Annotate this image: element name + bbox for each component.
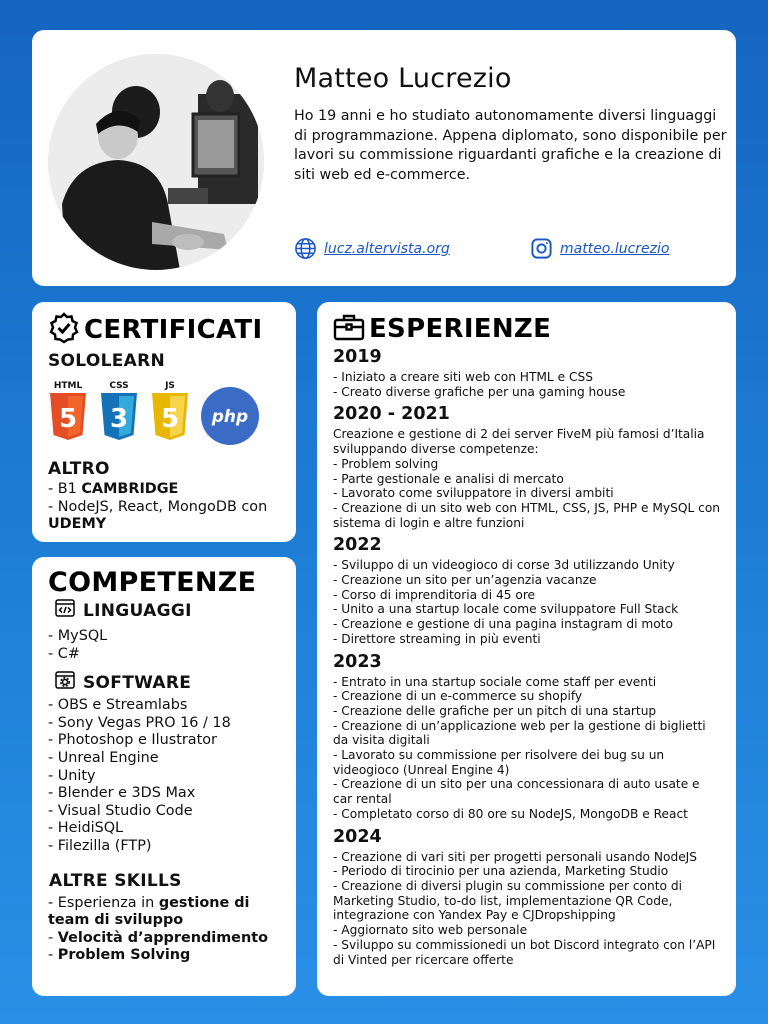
html5-label: HTML bbox=[53, 381, 83, 391]
js-badge bbox=[150, 381, 190, 441]
altro-item bbox=[48, 499, 280, 534]
experience-item: - Corso di imprenditoria di 45 ore bbox=[333, 587, 536, 602]
experience-year: 2023 bbox=[333, 651, 382, 672]
software-label: SOFTWARE bbox=[83, 672, 192, 693]
gear-window-icon bbox=[55, 671, 75, 694]
altre-skills-label: ALTRE SKILLS bbox=[49, 870, 182, 891]
experience-item: - Unito a una startup locale come sviluppatore Full Stack bbox=[333, 602, 679, 617]
css3-badge bbox=[99, 381, 139, 441]
experience-item: - Sviluppo su commissionedi un bot Discord integrato con l’API di Vinted per ricercare offerte bbox=[333, 937, 716, 967]
software-item: - Unreal Engine bbox=[48, 749, 159, 766]
competenze-card bbox=[32, 557, 296, 996]
software-item: - Sony Vegas PRO 16 / 18 bbox=[48, 714, 231, 731]
esperienze-title bbox=[333, 312, 720, 346]
profile-bio: Ho 19 anni e ho studiato autonomamente diversi linguaggi di programmazione. Appena diplomato, sono disponibile per lavori su commissione riguardanti grafiche e la creazione di siti web ed e-commerce. bbox=[294, 108, 727, 183]
experience-item: - Creazione di un e-commerce su shopify bbox=[333, 689, 583, 704]
software-item: - Blender e 3DS Max bbox=[48, 785, 196, 802]
experience-item: - Lavorato come sviluppatore in diversi ambiti bbox=[333, 486, 614, 501]
esperienze-title-text: ESPERIENZE bbox=[369, 314, 552, 344]
altro-prefix: - NodeJS, React, MongoDB con bbox=[48, 498, 268, 515]
experience-item: - Creato diverse grafiche per una gaming house bbox=[333, 384, 626, 399]
profile-name: Matteo Lucrezio bbox=[294, 63, 512, 94]
js-number: 5 bbox=[160, 404, 180, 434]
experience-item: - Problem solving bbox=[333, 456, 439, 471]
experience-item: - Creazione di diversi plugin su commissione per conto di Marketing Studio, to-do list, implementazione QR Code, integrazione con Yandex Pay e CJDropshipping bbox=[333, 878, 682, 923]
skill-item bbox=[48, 895, 280, 930]
linguaggi-label: LINGUAGGI bbox=[83, 600, 192, 621]
experience-item: - Creazione di vari siti per progetti personali usando NodeJS bbox=[333, 849, 698, 864]
experience-item: - Periodo di tirocinio per una azienda, Marketing Studio bbox=[333, 864, 669, 879]
software-item: - Photoshop e Ilustrator bbox=[48, 732, 217, 749]
experience-item: - Creazione e gestione di una pagina instagram di moto bbox=[333, 617, 673, 632]
instagram-icon bbox=[530, 237, 553, 260]
altro-prefix: - B1 bbox=[48, 481, 82, 497]
experience-item: - Creazione di un sito per una concessionara di auto usate e car rental bbox=[333, 777, 700, 807]
competenze-title-text: COMPETENZE bbox=[48, 567, 257, 598]
php-badge bbox=[201, 387, 259, 445]
certificati-card bbox=[32, 302, 296, 542]
altro-label: ALTRO bbox=[48, 459, 110, 479]
css3-number: 3 bbox=[109, 404, 129, 434]
skill-item bbox=[48, 947, 280, 965]
skill-bold: Velocità d’apprendimento bbox=[57, 929, 268, 946]
experience-item: - Completato corso di 80 ore su NodeJS, MongoDB e React bbox=[333, 806, 688, 821]
sololearn-badges bbox=[48, 377, 280, 445]
altro-bold: UDEMY bbox=[48, 516, 107, 533]
software-item: - Visual Studio Code bbox=[48, 802, 193, 819]
experience-item: - Creazione delle grafiche per un pitch di una startup bbox=[333, 703, 657, 718]
esperienze-card bbox=[317, 302, 736, 996]
sololearn-label: SOLOLEARN bbox=[48, 351, 165, 371]
experience-item: - Iniziato a creare siti web con HTML e CSS bbox=[333, 370, 593, 384]
css3-label: CSS bbox=[109, 381, 129, 391]
experience-list bbox=[333, 347, 720, 967]
profile-card bbox=[32, 30, 736, 286]
globe-icon bbox=[294, 237, 317, 260]
experience-item: - Lavorato su commissione per risolvere dei bug su un videogioco (Unreal Engine 4) bbox=[333, 748, 665, 777]
linguaggio-item: - C# bbox=[48, 645, 80, 662]
html5-badge bbox=[48, 381, 88, 441]
skill-prefix: - bbox=[48, 947, 58, 964]
experience-item: - Aggiornato sito web personale bbox=[333, 923, 528, 938]
software-item: - Unity bbox=[48, 767, 96, 784]
experience-item: - Creazione di un sito web con HTML, CSS, JS, PHP e MySQL con sistema di login e altre funzioni bbox=[333, 500, 721, 530]
linguaggi-heading bbox=[55, 599, 280, 622]
skill-prefix: - bbox=[48, 929, 58, 946]
linguaggio-item: - MySQL bbox=[48, 628, 108, 644]
skill-item bbox=[48, 930, 280, 948]
experience-year: 2022 bbox=[333, 535, 382, 556]
experience-year: 2020 - 2021 bbox=[333, 404, 450, 425]
experience-item: - Sviluppo di un videogioco di corse 3d utilizzando Unity bbox=[333, 558, 675, 573]
experience-item: - Direttore streaming in più eventi bbox=[333, 631, 541, 646]
instagram-link[interactable] bbox=[530, 237, 669, 260]
altro-item bbox=[48, 481, 280, 499]
experience-item: - Creazione un sito per un’agenzia vacanze bbox=[333, 573, 597, 588]
website-text[interactable]: lucz.altervista.org bbox=[324, 240, 450, 257]
experience-item: Creazione e gestione di 2 dei server FiveM più famosi d’Italia sviluppando diverse competenze: bbox=[333, 427, 705, 457]
html5-number: 5 bbox=[58, 404, 78, 434]
skill-prefix: - Esperienza in bbox=[48, 894, 159, 911]
altro-bold: CAMBRIDGE bbox=[81, 481, 179, 497]
experience-year: 2024 bbox=[333, 826, 382, 847]
certificati-title bbox=[48, 312, 280, 348]
website-link[interactable] bbox=[294, 237, 450, 260]
instagram-text[interactable]: matteo.lucrezio bbox=[560, 240, 670, 257]
php-text: php bbox=[211, 407, 249, 427]
badge-check-icon bbox=[48, 312, 80, 348]
software-item: - HeidiSQL bbox=[48, 820, 124, 837]
certificati-title-text: CERTIFICATI bbox=[84, 315, 263, 345]
software-heading bbox=[55, 671, 280, 694]
experience-year: 2019 bbox=[333, 347, 382, 367]
experience-item: - Entrato in una startup sociale come staff per eventi bbox=[333, 674, 657, 689]
experience-item: - Parte gestionale e analisi di mercato bbox=[333, 471, 564, 486]
skill-bold: gestione di team di sviluppo bbox=[48, 894, 250, 929]
software-item: - Filezilla (FTP) bbox=[48, 837, 152, 854]
competenze-title bbox=[48, 567, 280, 598]
briefcase-icon bbox=[333, 312, 365, 346]
profile-photo bbox=[48, 54, 264, 270]
code-window-icon bbox=[55, 599, 75, 622]
skill-bold: Problem Solving bbox=[57, 947, 191, 964]
software-item: - OBS e Streamlabs bbox=[48, 697, 188, 714]
experience-item: - Creazione di un’applicazione web per la gestione di biglietti da visita digitali bbox=[333, 718, 706, 748]
js-label: JS bbox=[165, 381, 175, 391]
